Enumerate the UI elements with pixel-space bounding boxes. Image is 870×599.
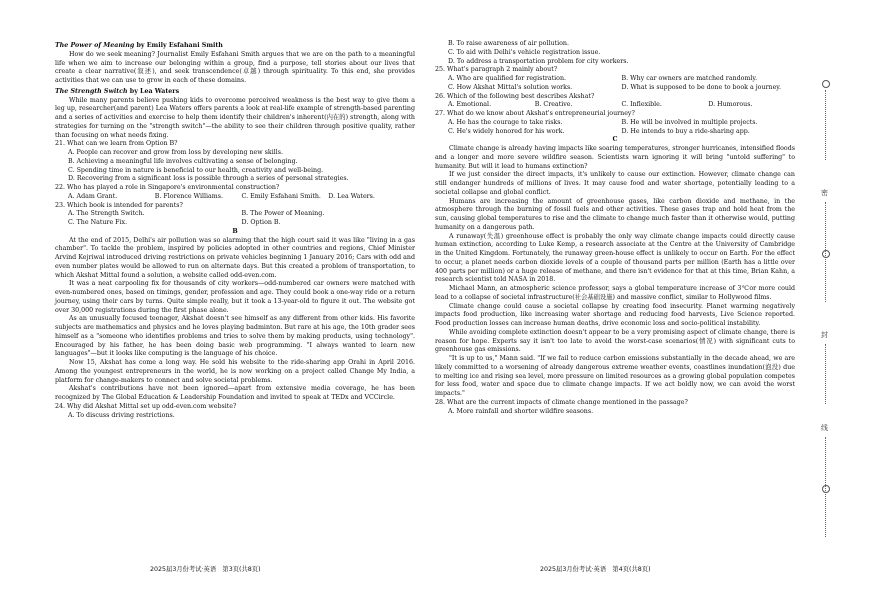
q22-option-d: D. Lea Waters. [328, 192, 375, 200]
question-26: 26. Which of the following best describes Akshat? [435, 92, 595, 100]
q26-option-a: A. Emotional. [448, 101, 492, 109]
right-column [435, 40, 795, 416]
question-22: 22. Who has played a role in Singapore's environmental construction? [55, 184, 280, 191]
book1-title: The Power of Meaning [55, 42, 135, 49]
seal-dotted-line [825, 344, 826, 404]
book1-text: How do we seek meaning? Journalist Emily Esfahani Smith argues that we are on the path to a meaningful life when we aim to increase our belonging within a group, find a purpose, tell stories about our lives that create a clear narrative(叙述), and seek transcendence(卓越) through spirituality. To this end, she provides activities that we can use to grow in each of these domains. [55, 50, 415, 84]
q24-option-a: A. To discuss driving restrictions. [68, 411, 175, 419]
seal-dotted-line [825, 90, 826, 160]
question-23: 23. Which book is intended for parents? [55, 201, 183, 209]
q24-option-b: B. To raise awareness of air pollution. [448, 40, 569, 47]
q27-options-row1 [435, 119, 795, 128]
q27-option-d: D. He intends to buy a ride-sharing app. [621, 127, 750, 135]
q25-option-c: C. How Akshat Mittal's solution works. [448, 83, 573, 91]
q22-option-a: A. Adam Grant. [68, 192, 118, 200]
seal-circle-marker [822, 250, 830, 258]
page-footer-right: 2025届3月份考试·英语 第4页(共8页) [540, 566, 651, 573]
seal-circle-marker [822, 80, 830, 88]
q26-option-c: C. Inflexible. [621, 101, 662, 109]
q26-option-d: D. Humorous. [708, 101, 753, 109]
q25-options-row2 [435, 84, 795, 93]
seal-circle-marker [822, 485, 830, 493]
book2-text: While many parents believe pushing kids to overcome perceived weakness is the best way to give them a leg up, researcher(and parent) Lea Waters offers parents a look at real-life example of strength-based parenting and a series of activities and exercise to help them identify their children's inherent(内在的) strength, along with strategies for turning on the "strength switch"—the ability to see their children through positive quality, rather than focusing on what needs fixing. [55, 96, 415, 139]
q22-options [55, 193, 415, 202]
q21-option-c: C. Spending time in nature is beneficial to our health, creativity and well-being. [68, 166, 324, 174]
passage-c-p1: Climate change is already having impacts like soaring temperatures, stronger hurricanes, intensified floods and a longer and more severe wildfire season. Scientists warn ignoring it will bring "untold suffering" to humanity. But will it lead to humans extinction? [435, 145, 795, 170]
seal-char-xian: 线 [821, 424, 828, 432]
q21-option-b: B. Achieving a meaningful life involves cultivating a sense of belonging. [68, 157, 298, 165]
q27-option-a: A. He has the courage to take risks. [448, 118, 563, 126]
q23-options-row1 [55, 210, 415, 219]
seal-line [820, 30, 834, 570]
question-21: 21. What can we learn from Option B? [55, 140, 178, 148]
q26-option-b: B. Creative. [534, 101, 573, 109]
passage-c-p4: A runaway(失温) greenhouse effect is probably the only way climate change impacts could directly cause human extinction, according to Luke Kemp, a research associate at the Centre at the University of Cambridge in the United Kingdom. Fortunately, the runaway green-house effect is unlikely to occur on Earth. For the effect to occur, a planet needs carbon dioxide levels of a couple of thousand parts per million (Earth has a little over 400 parts per million) or a huge release of methane, and there isn't evidence for that at this time, Brian Kahn, a research scientist told NASA in 2018. [435, 232, 795, 284]
q23-option-b: B. The Power of Meaning. [241, 210, 325, 218]
passage-b-p3: As an unusually focused teenager, Akshat doesn't see himself as any different from other kids. His favorite subjects are mathematics and physics and he loves playing badminton. But rare at his age, the 10th grader sees himself as a "someone who identifies problems and tries to solve them by making products, using technology". Encouraged by his father, he has been doing basic web programming. "I always wanted to learn new languages"—but it looks like computing is the language of his choice. [55, 315, 415, 358]
question-24: 24. Why did Akshat Mittal set up odd-even.com website? [55, 402, 237, 410]
passage-b-p5: Akshat's contributions have not been ignored—apart from extensive media coverage, he has been recognized by The Global Education & Leadership Foundation and invited to speak at TEDx and VCCircle. [55, 385, 415, 401]
q23-option-a: A. The Strength Switch. [68, 210, 145, 218]
passage-b-p4: Now 15, Akshat has come a long way. He sold his website to the ride-sharing app Orahi in April 2016. Among the youngest entrepreneurs in the world, he is now working on a project called Change My India, a platform for change-makers to connect and solve societal problems. [55, 359, 415, 384]
q21-option-a: A. People can recover and grow from loss by developing new skills. [68, 149, 283, 156]
passage-b-p1: At the end of 2015, Delhi's air pollution was so alarming that the high court said it was like "living in a gas chamber". To tackle the problem, inspired by policies adopted in other countries and regions, Chief Minister Arvind Kejriwal introduced driving restrictions on private vehicles beginning 1 January 2016; Cars with odd and even number plates would be allowed to run on alternate days. But this created a problem of transportation, to which Akshat Mittal found a solution, a website called odd-even.com. [55, 236, 415, 279]
q25-option-d: D. What is supposed to be done to book a journey. [621, 83, 782, 91]
q23-option-d: D. Option B. [241, 219, 281, 226]
q28-option-a: A. More rainfall and shorter wildfire seasons. [448, 407, 594, 415]
seal-char-mi: 密 [821, 189, 828, 197]
book1-heading [55, 42, 415, 51]
passage-b-p2: It was a neat carpooling fix for thousands of city workers—odd-numbered car owners were matched with even-numbered ones, based on timings, gender, profession and age. They could book a one-way ride or a return journey, using their cars by turns. Quite simple really, but it took a 13-year-old to figure it out. The website got over 30,000 registrations during the first phase alone. [55, 280, 415, 314]
passage-c-p2: If we just consider the direct impacts, it's unlikely to cause our extinction. However, climate change can still endanger hundreds of millions of lives. It may cause food and water shortage, potentially leading to a societal collapse and global conflict. [435, 171, 795, 196]
q23-option-c: C. The Nature Fix. [68, 219, 128, 226]
book2-heading [55, 88, 415, 97]
book1-author: by Emily Esfahani Smith [134, 42, 223, 49]
seal-char-feng: 封 [821, 331, 828, 339]
left-column [55, 40, 415, 420]
passage-c-p6: Climate change could cause a societal collapse by creating food insecurity. Planet warming negatively impacts food production, like increasing water shortage and reducing food harvests, Live Science reported. Food production losses can increase human deaths, drive economic loss and socio-political instability. [435, 302, 795, 327]
question-25: 25. What's paragraph 2 mainly about? [435, 66, 558, 74]
passage-c-p7: While avoiding complete extinction doesn't appear to be a very promising aspect of climate change, there is reason for hope. Experts say it isn't too late to avoid the worst-case scenarios(情况) with significant cuts to greenhouse gas emissions. [435, 328, 795, 354]
section-c-heading: C [612, 136, 618, 144]
q27-options-row2 [435, 128, 795, 137]
q22-option-c: C. Emily Esfahani Smith. [241, 192, 321, 200]
passage-c-p8: "It is up to us," Mann said. "If we fail to reduce carbon emissions substantially in the decade ahead, we are likely committed to a worsening of already dangerous extreme weather events, coastlines inundation(泡没) due to melting ice and rising sea level, more pressure on limited resources as a growing global population competes for less food, water and space due to climate change impacts. If we act boldly now, we can avoid the worst impacts." [435, 355, 795, 397]
q25-options-row1 [435, 75, 795, 84]
q24-option-d: D. To address a transportation problem for city workers. [448, 57, 629, 65]
book2-author: by Lea Waters [127, 87, 180, 95]
q23-options-row2 [55, 219, 415, 228]
q25-option-b: B. Why car owners are matched randomly. [621, 75, 758, 82]
book2-title: The Strength Switch [55, 87, 128, 95]
q21-option-d: D. Recovering from a significant loss is possible through a series of personal strategies. [68, 175, 349, 183]
section-b-heading: B [232, 227, 238, 235]
q27-option-b: B. He will be involved in multiple projects. [621, 118, 758, 126]
q27-option-c: C. He's widely honored for his work. [448, 127, 565, 135]
q26-options [435, 101, 795, 110]
question-27: 27. What do we know about Akshat's entrepreneurial journey? [435, 110, 635, 117]
passage-c-p3: Humans are increasing the amount of greenhouse gases, like carbon dioxide and methane, in the atmosphere through the burning of fossil fuels and other activities. These gases trap and hold heat from the sun, causing global temperatures to rise and the climate to change much faster than it otherwise would, putting humanity on a dangerous path. [435, 197, 795, 231]
q22-option-b: B. Florence Williams. [154, 192, 223, 200]
page-footer-left: 2025届3月份考试·英语 第3页(共8页) [150, 566, 261, 573]
q24-option-c: C. To aid with Delhi's vehicle registration issue. [448, 48, 601, 56]
passage-c-p5: Michael Mann, an atmospheric science professor, says a global temperature increase of 3℃or more could lead to a collapse of societal infrastructure(社会基础设施) and massive conflict, similar to Hollywood films. [435, 285, 795, 301]
question-28: 28. What are the current impacts of climate change mentioned in the passage? [435, 398, 688, 406]
q25-option-a: A. Who are qualified for registration. [448, 75, 567, 82]
